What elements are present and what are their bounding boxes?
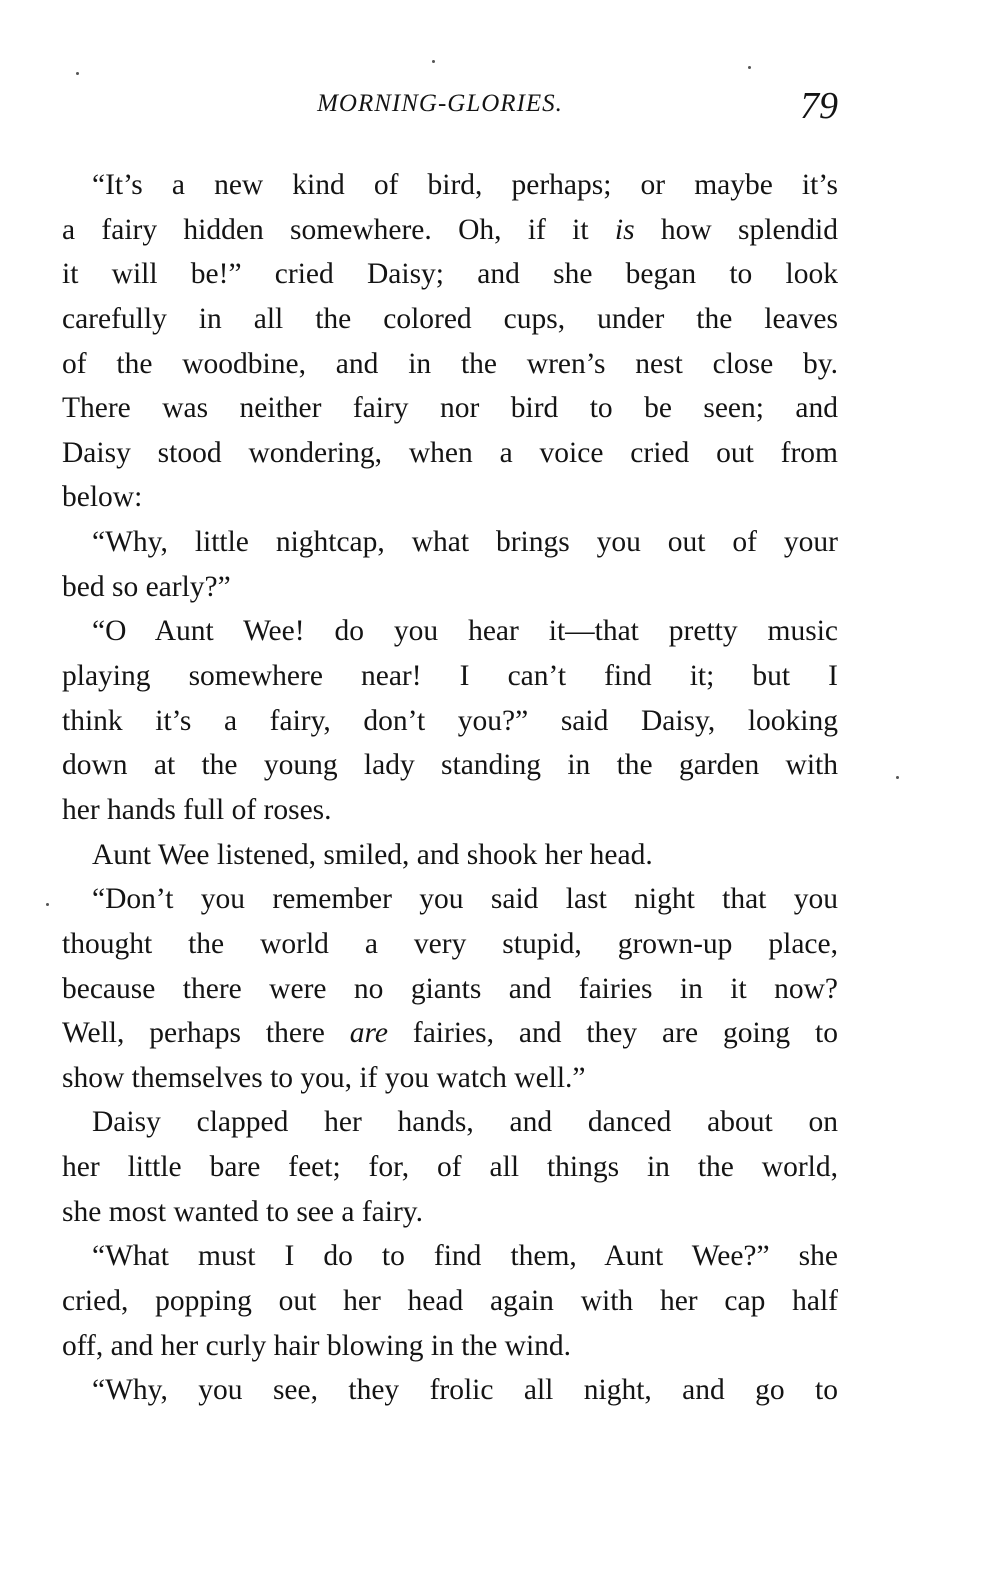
text-line: carefully in all the colored cups, under the leaves bbox=[62, 302, 838, 335]
text-line: Daisy clapped her hands, and danced about on bbox=[92, 1106, 838, 1139]
text-line: Well, perhaps there are fairies, and they are going to bbox=[62, 1017, 838, 1050]
text-line: “Why, little nightcap, what brings you out of your bbox=[92, 526, 838, 559]
text-line: There was neither fairy nor bird to be seen; and bbox=[62, 392, 838, 425]
text-line: cried, popping out her head again with her cap half bbox=[62, 1285, 838, 1318]
text-line: Aunt Wee listened, smiled, and shook her head. bbox=[92, 838, 653, 871]
scan-speck bbox=[432, 60, 435, 63]
text-line: it will be!” cried Daisy; and she began to look bbox=[62, 258, 838, 291]
body-text bbox=[62, 163, 838, 1413]
text-line: below: bbox=[62, 481, 143, 514]
text-line: “It’s a new kind of bird, perhaps; or maybe it’s bbox=[92, 169, 838, 201]
text-line: playing somewhere near! I can’t find it; but I bbox=[62, 660, 838, 693]
text-line: because there were no giants and fairies in it now? bbox=[62, 972, 838, 1005]
page-header bbox=[62, 84, 838, 130]
scan-speck bbox=[748, 66, 751, 69]
text-line: her little bare feet; for, of all things in the world, bbox=[62, 1151, 838, 1184]
text-line: think it’s a fairy, don’t you?” said Daisy, looking bbox=[62, 704, 838, 737]
scan-speck bbox=[46, 903, 49, 906]
text-line: her hands full of roses. bbox=[62, 793, 332, 826]
text-line: “O Aunt Wee! do you hear it—that pretty music bbox=[92, 615, 838, 648]
text-line: a fairy hidden somewhere. Oh, if it is how splendid bbox=[62, 213, 838, 246]
text-line: she most wanted to see a fairy. bbox=[62, 1195, 423, 1228]
text-line: thought the world a very stupid, grown-up place, bbox=[62, 927, 838, 960]
text-line: “Why, you see, they frolic all night, and go to bbox=[92, 1374, 838, 1407]
text-line: “Don’t you remember you said last night that you bbox=[92, 883, 838, 916]
text-line: Daisy stood wondering, when a voice cried out from bbox=[62, 436, 838, 469]
text-line: “What must I do to find them, Aunt Wee?” she bbox=[92, 1240, 838, 1273]
text-line: down at the young lady standing in the garden with bbox=[62, 749, 838, 782]
text-line: bed so early?” bbox=[62, 570, 231, 603]
running-title: MORNING-GLORIES. bbox=[317, 90, 563, 117]
page-number: 79 bbox=[800, 85, 838, 127]
text-line: show themselves to you, if you watch well.” bbox=[62, 1061, 586, 1094]
scan-speck bbox=[896, 776, 899, 779]
scan-speck bbox=[76, 72, 79, 75]
text-line: of the woodbine, and in the wren’s nest close by. bbox=[62, 347, 838, 380]
text-line: off, and her curly hair blowing in the wind. bbox=[62, 1329, 572, 1362]
